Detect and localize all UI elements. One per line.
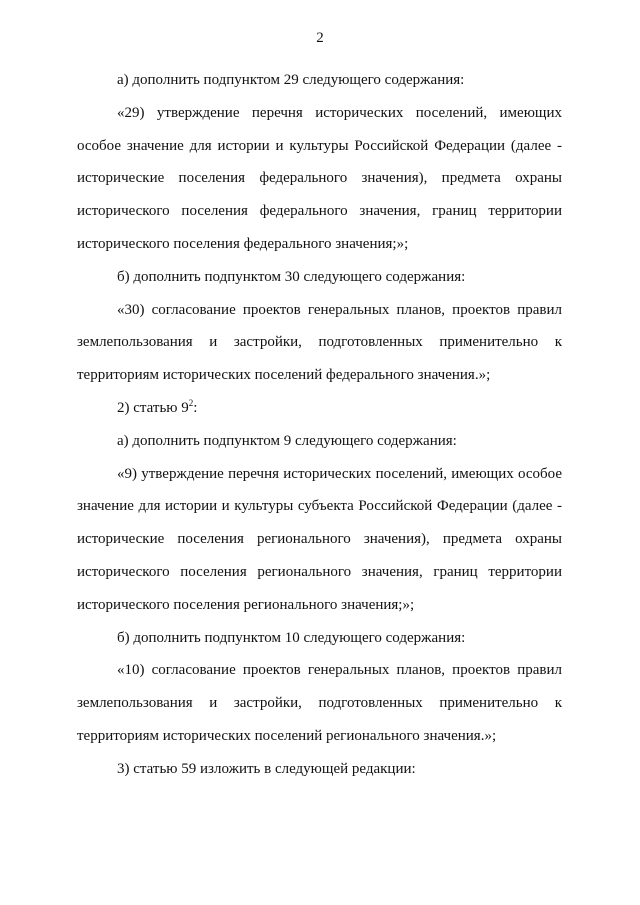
paragraph-subitem-a-29: а) дополнить подпунктом 29 следующего содержания: xyxy=(117,72,465,88)
paragraph-subitem-b-10: б) дополнить подпунктом 10 следующего содержания: xyxy=(117,629,466,646)
article-superscript: 2 xyxy=(188,397,194,408)
paragraph-item-30-text: «30) согласование проектов генеральных планов, проектов правил землепользования и застройки, подготовленных применительно к территориям исторических поселений федерального значения.»; xyxy=(77,301,562,384)
article-suffix: : xyxy=(193,399,198,416)
paragraph-item-9-text: «9) утверждение перечня исторических поселений, имеющих особое значение для истории и культуры субъекта Российской Федерации (далее - исторические поселения регионального значения), предмета охраны исторического поселения регионального значения, границ территории исторического поселения регионального значения;»; xyxy=(77,465,562,613)
paragraph-article-9-2 xyxy=(77,392,562,425)
article-prefix: 2) статью 9 xyxy=(117,399,189,416)
document-body xyxy=(77,64,562,786)
paragraph-article-59: 3) статью 59 изложить в следующей редакции: xyxy=(117,760,416,777)
page-number: 2 xyxy=(316,30,324,46)
paragraph-subitem-b-30: б) дополнить подпунктом 30 следующего содержания: xyxy=(117,268,466,285)
paragraph-subitem-a-9: а) дополнить подпунктом 9 следующего содержания: xyxy=(117,432,457,449)
paragraph-item-10-text: «10) согласование проектов генеральных планов, проектов правил землепользования и застройки, подготовленных применительно к территориям исторических поселений регионального значения.»; xyxy=(77,662,562,744)
paragraph-item-29-text: «29) утверждение перечня исторических поселений, имеющих особое значение для истории и культуры Российской Федерации (далее - исторические поселения федерального значения), предмета охраны исторического поселения федерального значения, границ территории исторического поселения федерального значения;»; xyxy=(77,104,562,252)
